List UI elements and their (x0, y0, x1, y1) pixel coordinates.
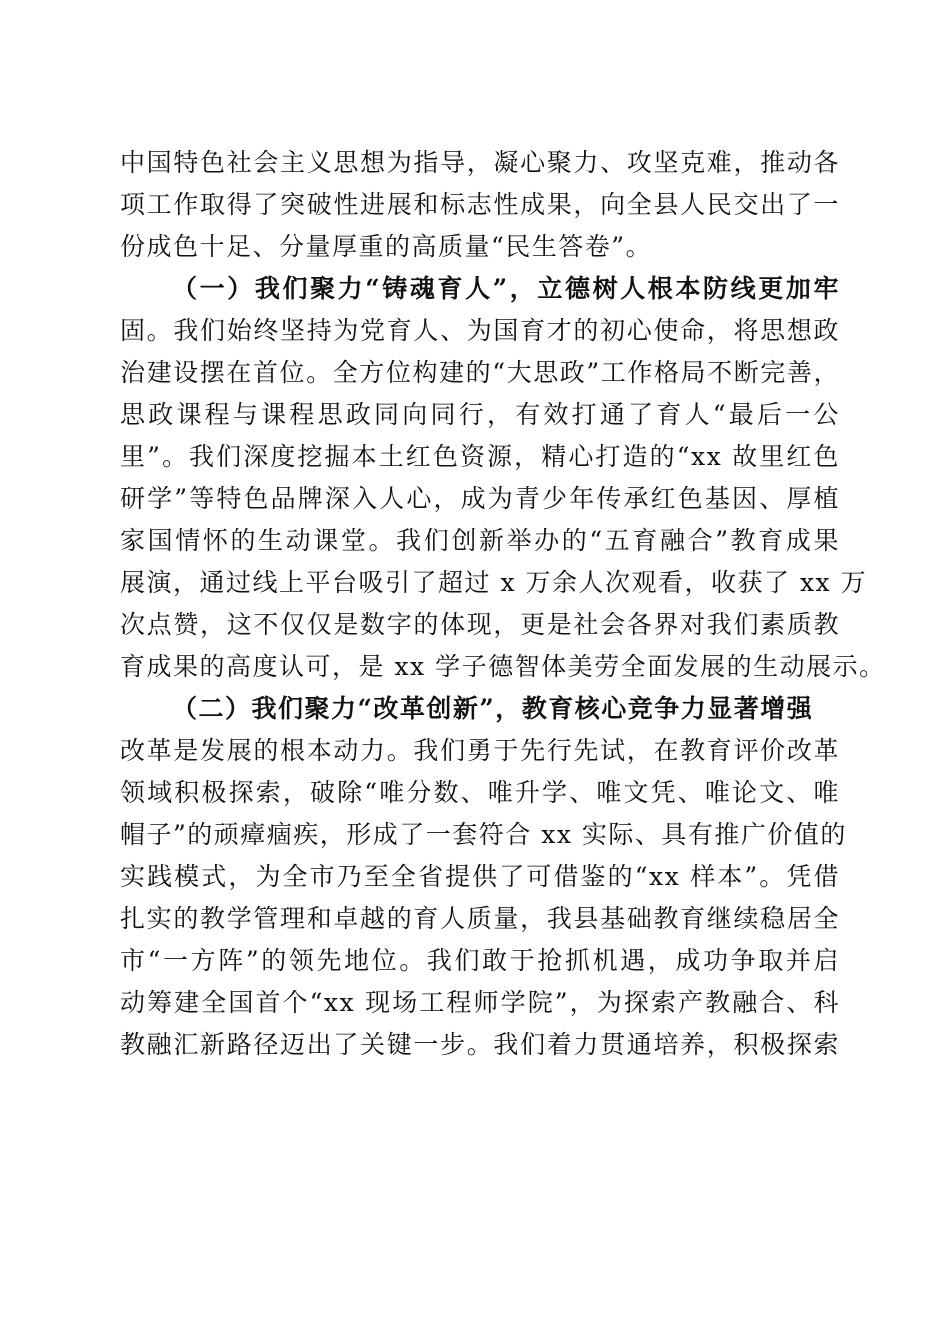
text-line: 份成色十足、分量厚重的高质量“民生答卷”。 (120, 232, 653, 261)
text-line: 中国特色社会主义思想为指导，凝心聚力、攻坚克难，推动各 (120, 148, 840, 177)
text-line: 市“一方阵”的领先地位。我们敢于抢抓机遇，成功争取并启 (120, 946, 840, 975)
text-line: 次点赞，这不仅仅是数字的体现，更是社会各界对我们素质教 (120, 610, 840, 639)
document-body (120, 142, 886, 1066)
text-line: 固。我们始终坚持为党育人、为国育才的初心使命，将思想政 (120, 316, 840, 345)
text-line: 家国情怀的生动课堂。我们创新举办的“五育融合”教育成果 (120, 526, 840, 555)
text-line: 思政课程与课程思政同向同行，有效打通了育人“最后一公 (120, 400, 840, 429)
text-line: 治建设摆在首位。全方位构建的“大思政”工作格局不断完善， (120, 358, 840, 387)
text-line: 研学”等特色品牌深入人心，成为青少年传承红色基因、厚植 (120, 484, 840, 513)
text-line: 动筹建全国首个“xx 现场工程师学院”，为探索产教融合、科 (120, 988, 840, 1017)
intro-paragraph (120, 142, 840, 268)
text-line: 扎实的教学管理和卓越的育人质量，我县基础教育继续稳居全 (120, 904, 840, 933)
text-line: 领域积极探索，破除“唯分数、唯升学、唯文凭、唯论文、唯 (120, 778, 840, 807)
section-2-paragraph (120, 688, 847, 1066)
text-line: 育成果的高度认可，是 xx 学子德智体美劳全面发展的生动展示。 (120, 652, 886, 681)
text-line: 实践模式，为全市乃至全省提供了可借鉴的“xx 样本”。凭借 (120, 862, 840, 891)
section-2-heading: （二）我们聚力“改革创新”，教育核心竞争力显著增强 (172, 694, 814, 723)
section-1-paragraph (120, 268, 886, 688)
text-line: 里”。我们深度挖掘本土红色资源，精心打造的“xx 故里红色 (120, 442, 840, 471)
section-1-heading: （一）我们聚力“铸魂育人”，立德树人根本防线更加牢 (172, 274, 840, 303)
text-line: 改革是发展的根本动力。我们勇于先行先试，在教育评价改革 (120, 736, 840, 765)
text-line: 展演，通过线上平台吸引了超过 x 万余人次观看，收获了 xx 万 (120, 568, 868, 597)
text-line: 教融汇新路径迈出了关键一步。我们着力贯通培养，积极探索 (120, 1030, 840, 1059)
text-line: 项工作取得了突破性进展和标志性成果，向全县人民交出了一 (120, 190, 840, 219)
text-line: 帽子”的顽瘴痼疾，形成了一套符合 xx 实际、具有推广价值的 (120, 820, 847, 849)
